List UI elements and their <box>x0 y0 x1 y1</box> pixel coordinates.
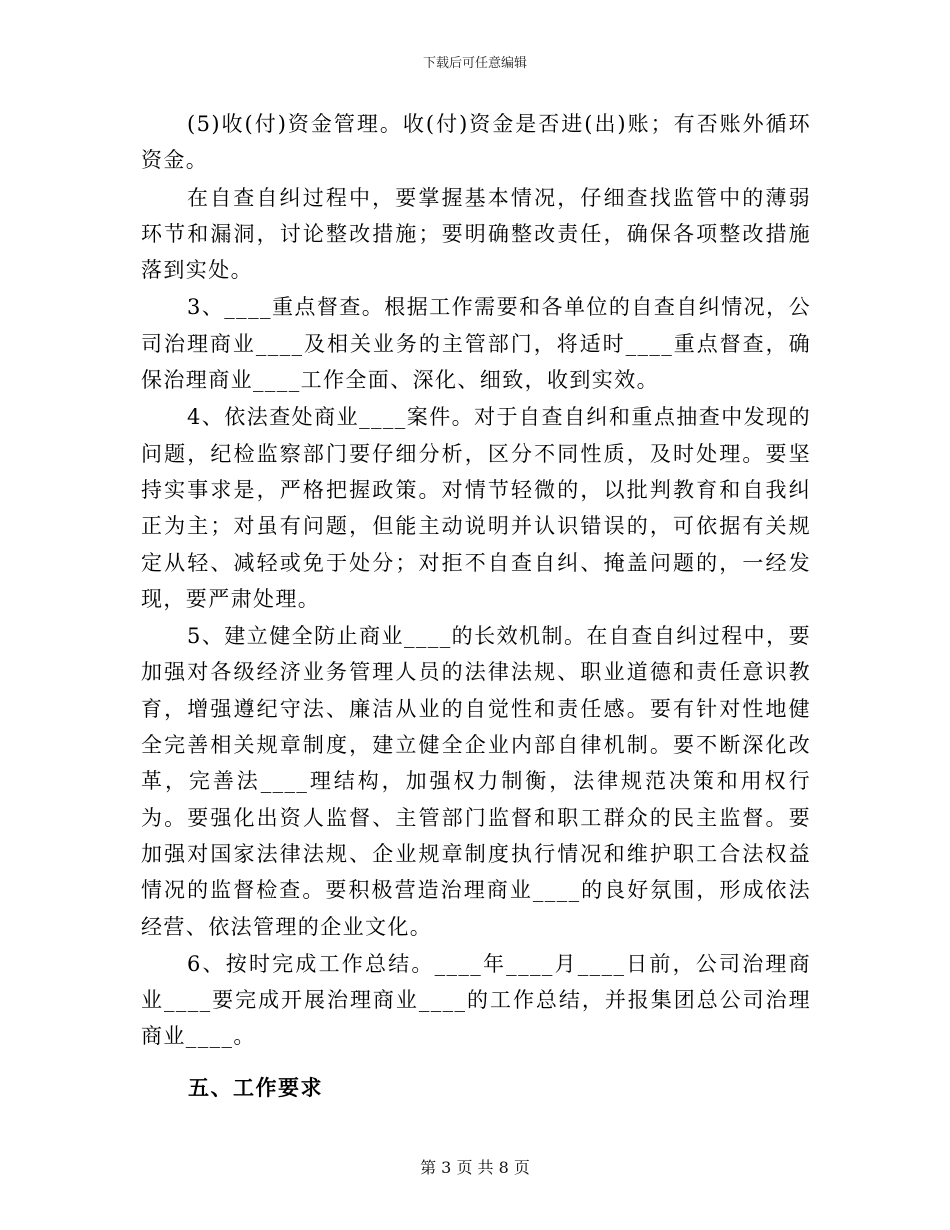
paragraph-self-inspection: 在自查自纠过程中，要掌握基本情况，仔细查找监管中的薄弱环节和漏洞，讨论整改措施；要明确整改责任，确保各项整改措施落到实处。 <box>141 185 811 283</box>
paragraph-long-term-mechanism: 5、建立健全防止商业____的长效机制。在自查自纠过程中，要加强对各级经济业务管理人员的法律法规、职业道德和责任意识教育，增强遵纪守法、廉洁从业的自觉性和责任感。要有针对性地健全完善相关规章制度，建立健全企业内部自律机制。要不断深化改革，完善法____理结构，加强权力制衡，法律规范决策和用权行为。要强化出资人监督、主管部门监督和职工群众的民主监督。要加强对国家法律法规、企业规章制度执行情况和维护职工合法权益情况的监督检查。要积极营造治理商业____的良好氛围，形成依法经营、依法管理的企业文化。 <box>141 624 811 939</box>
paragraph-investigation: 4、依法查处商业____案件。对于自查自纠和重点抽查中发现的问题，纪检监察部门要仔细分析，区分不同性质，及时处理。要坚持实事求是，严格把握政策。对情节轻微的，以批判教育和自我纠正为主；对虽有问题，但能主动说明并认识错误的，可依据有关规定从轻、减轻或免于处分；对拒不自查自纠、掩盖问题的，一经发现，要严肃处理。 <box>141 405 811 611</box>
page-number: 第 3 页 共 8 页 <box>420 1158 530 1177</box>
paragraph-work-summary: 6、按时完成工作总结。____年____月____日前，公司治理商业____要完成开展治理商业____的工作总结，并报集团总公司治理商业____。 <box>141 951 811 1049</box>
paragraph-fund-management: (5)收(付)资金管理。收(付)资金是否进(出)账；有否账外循环资金。 <box>141 112 811 173</box>
page-header: 下载后可任意编辑 <box>422 56 527 71</box>
body-text <box>141 106 811 1056</box>
paragraph-key-supervision: 3、____重点督查。根据工作需要和各单位的自查自纠情况，公司治理商业____及相关业务的主管部门，将适时____重点督查，确保治理商业____工作全面、深化、细致，收到实效。 <box>141 295 811 393</box>
section-heading: 五、工作要求 <box>188 1076 323 1100</box>
